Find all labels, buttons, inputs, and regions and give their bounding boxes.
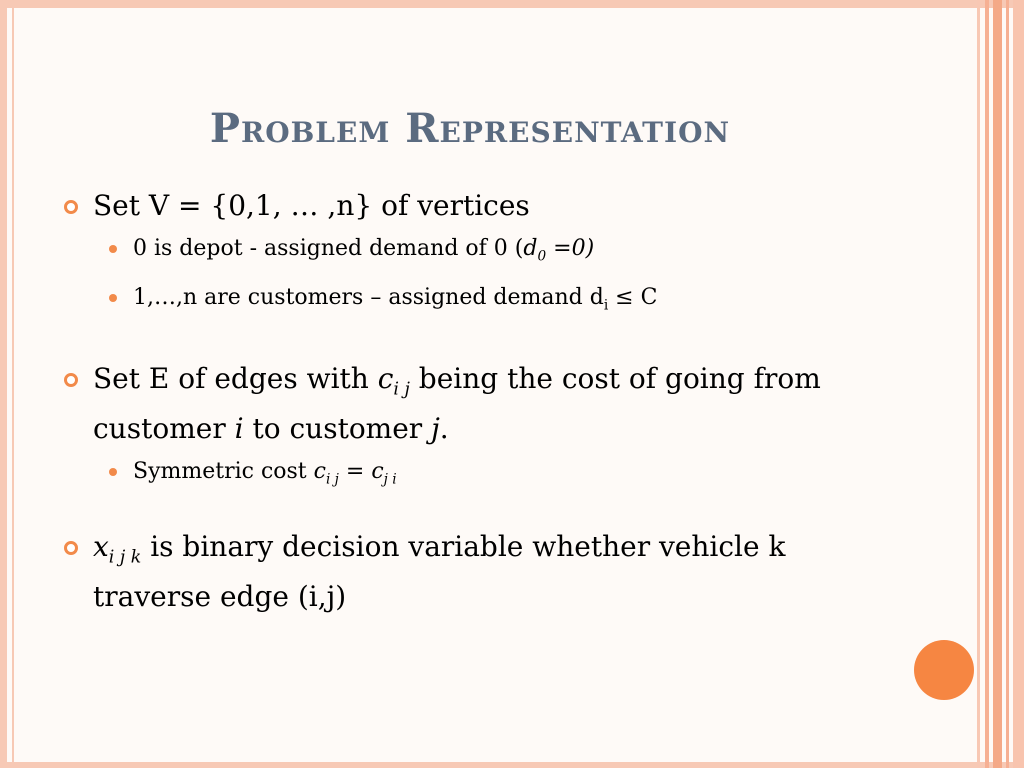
bullet-text: Set V = {0,1, … ,n} of vertices xyxy=(93,189,530,222)
math-var-d: d xyxy=(523,236,538,261)
ring-bullet-icon xyxy=(64,541,78,555)
bullet-text-cont: being the cost of going from customer xyxy=(93,361,821,446)
math-var-i: i xyxy=(234,412,244,446)
math-subscript: i j k xyxy=(108,547,142,568)
ring-bullet-icon xyxy=(64,200,78,214)
right-stripe-2 xyxy=(985,0,989,768)
bullet-text-end: . xyxy=(439,412,449,446)
sub-bullet-depot xyxy=(62,232,882,273)
dot-bullet-icon xyxy=(109,245,117,253)
math-subscript: i xyxy=(603,297,609,314)
math-subscript: j i xyxy=(383,471,397,488)
frame-left-border xyxy=(0,0,7,768)
right-stripe-1 xyxy=(977,0,980,768)
frame-top-border xyxy=(0,0,1024,8)
bullet-vertices xyxy=(62,186,882,226)
math-var-c: c xyxy=(377,361,394,395)
sub-bullet-customers xyxy=(62,281,882,322)
sub-bullet-text: Symmetric cost xyxy=(133,459,314,485)
math-var-j: j xyxy=(431,412,440,446)
math-var-x: x xyxy=(93,529,109,563)
math-expr: ≤ C xyxy=(608,285,658,311)
sub-bullet-symmetric xyxy=(62,455,882,496)
bullet-edges xyxy=(62,359,882,450)
ring-bullet-icon xyxy=(64,373,78,387)
sub-bullet-text: 0 is depot - assigned demand of 0 ( xyxy=(133,236,524,261)
bullet-text: Set E of edges with xyxy=(93,361,378,395)
math-eq: = xyxy=(338,459,372,485)
bullet-text: is binary decision variable whether vehicle k traverse edge (i,j) xyxy=(93,529,786,614)
math-var-c: c xyxy=(313,459,326,485)
math-subscript: 0 xyxy=(537,248,547,265)
right-stripe-4 xyxy=(1006,0,1009,768)
right-stripe-3 xyxy=(993,0,1002,768)
dot-bullet-icon xyxy=(109,294,117,302)
math-expr: =0) xyxy=(546,236,595,261)
right-stripe-5 xyxy=(1013,0,1024,768)
math-var-c: c xyxy=(371,459,384,485)
frame-bottom-border xyxy=(0,762,1024,768)
bullet-text-cont2: to customer xyxy=(243,412,432,446)
decorative-orange-circle xyxy=(914,640,974,700)
slide-content xyxy=(62,186,882,617)
math-subscript: i j xyxy=(325,471,339,488)
bullet-decision-variable xyxy=(62,527,882,618)
frame-left-inner-line xyxy=(12,0,14,768)
math-subscript: i j xyxy=(393,379,410,400)
sub-bullet-text: 1,…,n are customers – assigned demand d xyxy=(133,285,604,311)
dot-bullet-icon xyxy=(109,468,117,476)
slide-title: Problem Representation xyxy=(209,105,731,152)
